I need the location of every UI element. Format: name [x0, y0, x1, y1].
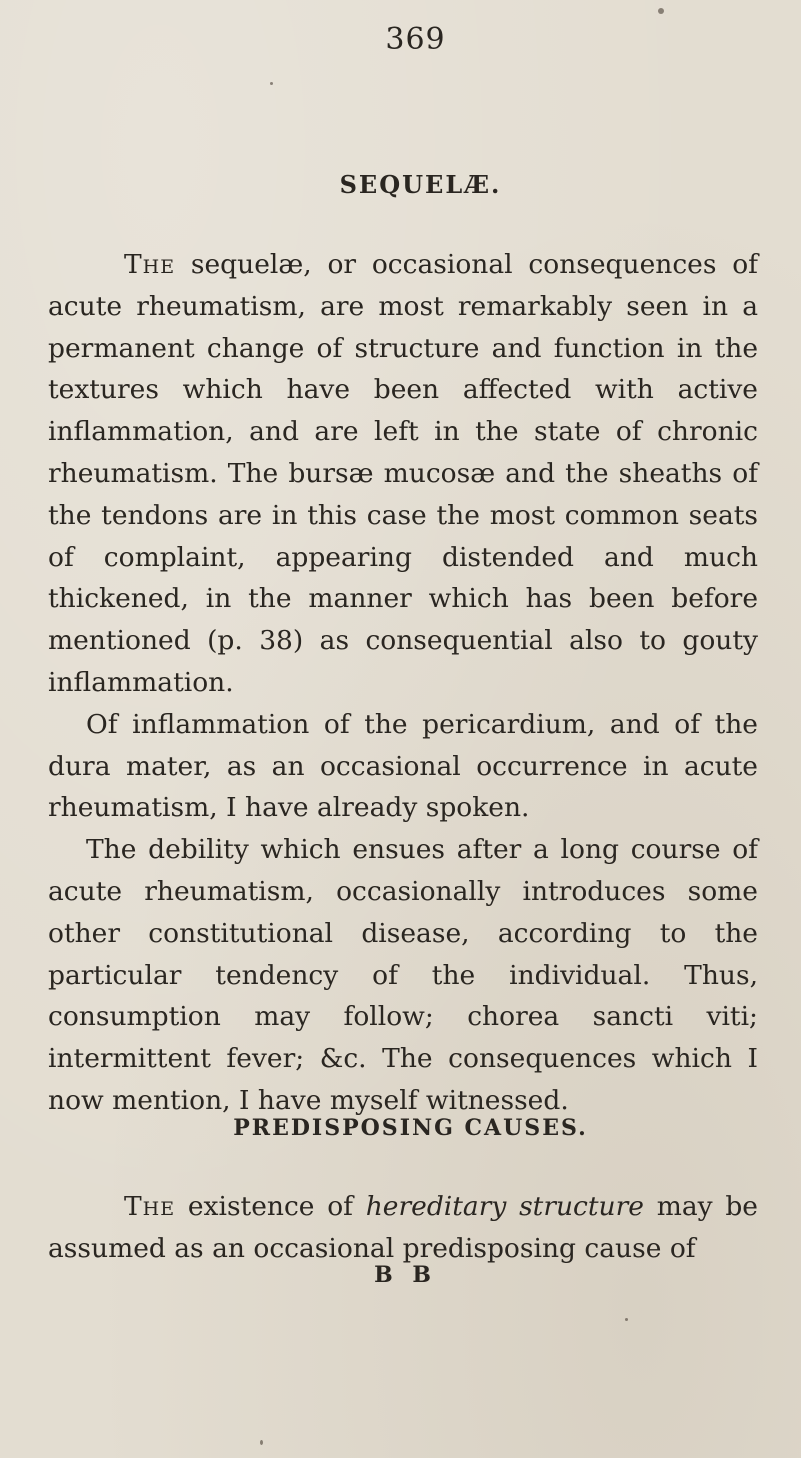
section-heading-sequelae: SEQUELÆ.	[339, 170, 502, 199]
paragraph-1-lead: The	[124, 249, 176, 280]
paragraph-4	[48, 1186, 758, 1270]
paragraph-4-text-before: existence of	[175, 1191, 366, 1222]
paper-speck	[270, 82, 273, 85]
predisposing-body	[48, 1186, 758, 1270]
page-number: 369	[385, 22, 446, 57]
paragraph-4-italic: hereditary structure	[365, 1191, 644, 1222]
paragraph-1-text: sequelæ, or occasional consequences of acute rheumatism, are most remarkably seen in a permanent change of structure and function in the textures which have been affected with active inflammation, and are left in the state of chronic rheumatism. The bursæ mucosæ and the sheaths of the tendons are in this case the most common seats of complaint, appearing distended and much thickened, in the manner which has been before mentioned (p. 38) as consequential also to gouty inflammation.	[48, 249, 758, 698]
signature-mark: B B	[374, 1262, 437, 1288]
sequelae-body	[48, 244, 758, 1122]
paragraph-1	[48, 244, 758, 704]
paper-speck	[658, 8, 664, 14]
paragraph-4-lead: The	[124, 1191, 176, 1222]
paper-speck	[260, 1440, 263, 1445]
paragraph-2: Of inflammation of the pericardium, and of the dura mater, as an occasional occurrence in acute rheumatism, I have already spoken.	[48, 708, 758, 824]
paragraph-4-text-after: may be assumed as an occasional predisposing cause of	[48, 1191, 758, 1264]
paper-speck	[625, 1318, 628, 1321]
paragraph-3: The debility which ensues after a long course of acute rheumatism, occasionally introduces some other constitutional disease, according to the particular tendency of the individual. Thus, consumption may follow; chorea sancti viti; intermittent fever; &c. The consequences which I now mention, I have myself witnessed.	[48, 834, 758, 1116]
section-heading-predisposing-causes: PREDISPOSING CAUSES.	[233, 1115, 588, 1141]
